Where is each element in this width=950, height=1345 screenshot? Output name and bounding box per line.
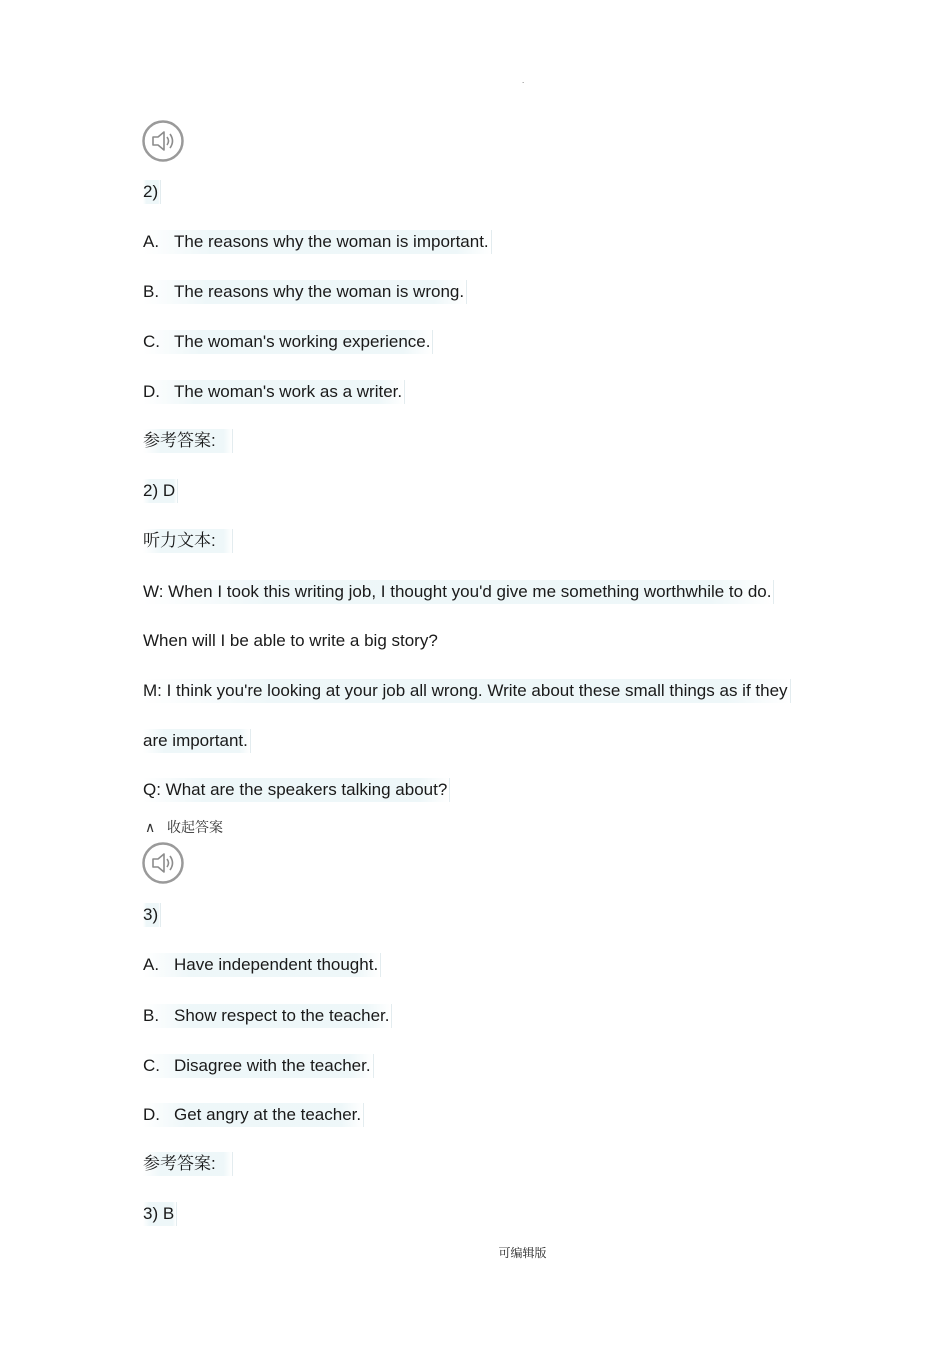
header-dot: .: [522, 76, 525, 85]
speaker-icon[interactable]: [142, 120, 184, 162]
transcript-line: W: When I took this writing job, I thought you'd give me something worthwhile to do.: [143, 580, 774, 604]
option-text: The reasons why the woman is important.: [174, 232, 489, 251]
collapse-answer-button[interactable]: [145, 817, 223, 837]
option-letter: D.: [143, 382, 160, 401]
option-letter: A.: [143, 232, 160, 251]
question-number: 2): [143, 180, 161, 204]
option-c[interactable]: [143, 1054, 374, 1078]
option-letter: A.: [143, 955, 160, 974]
collapse-answer-label: 收起答案: [167, 819, 223, 835]
option-letter: C.: [143, 332, 160, 351]
chevron-up-icon: ∧: [145, 819, 156, 835]
option-d[interactable]: [143, 380, 405, 404]
option-a[interactable]: [143, 953, 381, 977]
option-letter: B.: [143, 282, 160, 301]
option-text: Disagree with the teacher.: [174, 1056, 371, 1075]
transcript-line: When will I be able to write a big story?: [143, 631, 438, 650]
option-d[interactable]: [143, 1103, 364, 1127]
answer-label: 参考答案:: [143, 429, 233, 453]
speaker-icon[interactable]: [142, 842, 184, 884]
option-text: Have independent thought.: [174, 955, 379, 974]
option-text: The woman's work as a writer.: [174, 382, 403, 401]
answer-label: 参考答案:: [143, 1152, 233, 1176]
transcript-line: M: I think you're looking at your job all wrong. Write about these small things as if they: [143, 679, 791, 703]
option-c[interactable]: [143, 330, 433, 354]
option-text: Show respect to the teacher.: [174, 1006, 390, 1025]
option-text: The reasons why the woman is wrong.: [174, 282, 465, 301]
option-letter: D.: [143, 1105, 160, 1124]
transcript-label: 听力文本:: [143, 529, 233, 553]
footer-label: 可编辑版: [498, 1246, 547, 1260]
transcript-question: Q: What are the speakers talking about?: [143, 778, 450, 802]
transcript-line: are important.: [143, 729, 251, 753]
option-text: The woman's working experience.: [174, 332, 431, 351]
option-text: Get angry at the teacher.: [174, 1105, 362, 1124]
question-number: 3): [143, 903, 161, 927]
option-letter: C.: [143, 1056, 160, 1075]
option-letter: B.: [143, 1006, 160, 1025]
option-a[interactable]: [143, 230, 492, 254]
answer-value: 2) D: [143, 479, 178, 503]
answer-value: 3) B: [143, 1202, 177, 1226]
option-b[interactable]: [143, 280, 467, 304]
option-b[interactable]: [143, 1004, 392, 1028]
